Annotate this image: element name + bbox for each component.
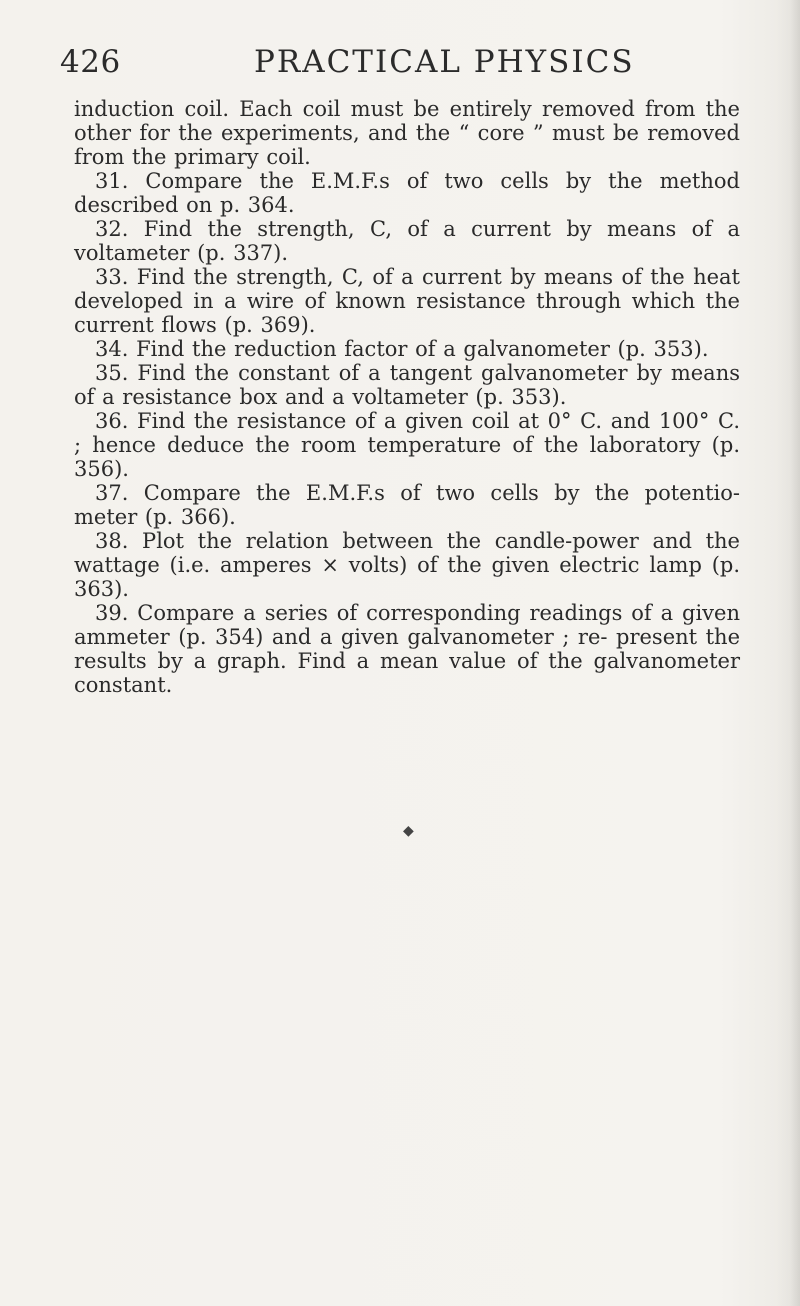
page-number: 426 — [60, 44, 121, 80]
printers-mark-icon: ◆ — [403, 823, 414, 839]
exercise-33: 33. Find the strength, C, of a current by means of the heat developed in a wire of known resistance through which the current flows (p. 369). — [74, 265, 740, 337]
running-title: PRACTICAL PHYSICS — [254, 44, 635, 80]
exercise-35: 35. Find the constant of a tangent galvanometer by means of a resistance box and a voltameter (p. 353). — [74, 361, 740, 409]
body-text — [74, 97, 740, 697]
paragraph-continuation: induction coil. Each coil must be entirely removed from the other for the experiments, and the “ core ” must be removed from the primary coil. — [74, 97, 740, 169]
page-header — [60, 44, 740, 86]
exercise-34: 34. Find the reduction factor of a galvanometer (p. 353). — [95, 337, 709, 361]
page-edge-shadow — [790, 0, 800, 1306]
exercise-36: 36. Find the resistance of a given coil at 0° C. and 100° C. ; hence deduce the room temperature of the laboratory (p. 356). — [74, 409, 740, 481]
exercise-38: 38. Plot the relation between the candle-power and the wattage (i.e. amperes × volts) of the given electric lamp (p. 363). — [74, 529, 740, 601]
exercise-39: 39. Compare a series of corresponding readings of a given ammeter (p. 354) and a given galvanometer ; re- present the results by a graph. Find a mean value of the galvanometer constant. — [74, 601, 740, 697]
exercise-32: 32. Find the strength, C, of a current by means of a voltameter (p. 337). — [74, 217, 740, 265]
exercise-37: 37. Compare the E.M.F.s of two cells by the potentio- meter (p. 366). — [74, 481, 740, 529]
exercise-31: 31. Compare the E.M.F.s of two cells by the method described on p. 364. — [74, 169, 740, 217]
